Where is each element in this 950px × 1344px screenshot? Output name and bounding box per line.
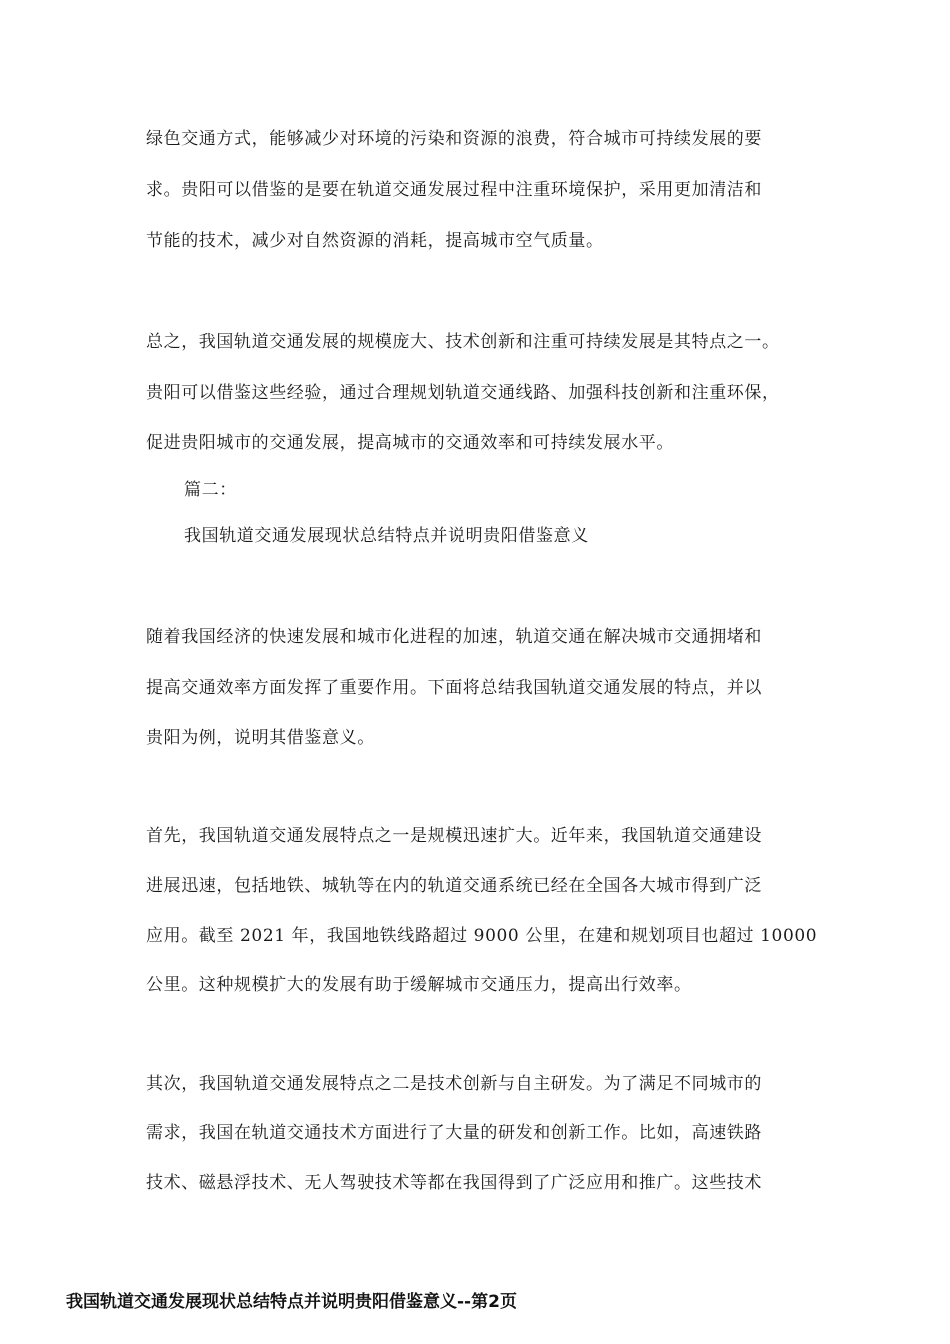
paragraph-line: 随着我国经济的快速发展和城市化进程的加速，轨道交通在解决城市交通拥堵和 xyxy=(146,627,762,647)
paragraph-line: 求。贵阳可以借鉴的是要在轨道交通发展过程中注重环境保护，采用更加清洁和 xyxy=(146,180,762,200)
paragraph-line: 进展迅速，包括地铁、城轨等在内的轨道交通系统已经在全国各大城市得到广泛 xyxy=(146,876,762,896)
paragraph-line: 技术、磁悬浮技术、无人驾驶技术等都在我国得到了广泛应用和推广。这些技术 xyxy=(146,1173,762,1193)
paragraph-line: 应用。截至 2021 年，我国地铁线路超过 9000 公里，在建和规划项目也超过 10000 xyxy=(146,926,818,946)
section-title: 我国轨道交通发展现状总结特点并说明贵阳借鉴意义 xyxy=(184,526,589,546)
paragraph-line: 需求，我国在轨道交通技术方面进行了大量的研发和创新工作。比如，高速铁路 xyxy=(146,1123,762,1143)
paragraph-line: 绿色交通方式，能够减少对环境的污染和资源的浪费，符合城市可持续发展的要 xyxy=(146,129,762,149)
page-footer: 我国轨道交通发展现状总结特点并说明贵阳借鉴意义--第2页 xyxy=(66,1292,517,1312)
paragraph-line: 节能的技术，减少对自然资源的消耗，提高城市空气质量。 xyxy=(146,231,604,251)
paragraph-line: 贵阳为例，说明其借鉴意义。 xyxy=(146,728,375,748)
paragraph-line: 提高交通效率方面发挥了重要作用。下面将总结我国轨道交通发展的特点，并以 xyxy=(146,678,762,698)
paragraph-line: 其次，我国轨道交通发展特点之二是技术创新与自主研发。为了满足不同城市的 xyxy=(146,1074,762,1094)
paragraph-line: 首先，我国轨道交通发展特点之一是规模迅速扩大。近年来，我国轨道交通建设 xyxy=(146,826,762,846)
paragraph-line: 促进贵阳城市的交通发展，提高城市的交通效率和可持续发展水平。 xyxy=(146,433,674,453)
paragraph-line: 贵阳可以借鉴这些经验，通过合理规划轨道交通线路、加强科技创新和注重环保， xyxy=(146,383,780,403)
paragraph-line: 总之，我国轨道交通发展的规模庞大、技术创新和注重可持续发展是其特点之一。 xyxy=(146,332,780,352)
section-label: 篇二： xyxy=(184,480,237,500)
paragraph-line: 公里。这种规模扩大的发展有助于缓解城市交通压力，提高出行效率。 xyxy=(146,975,692,995)
